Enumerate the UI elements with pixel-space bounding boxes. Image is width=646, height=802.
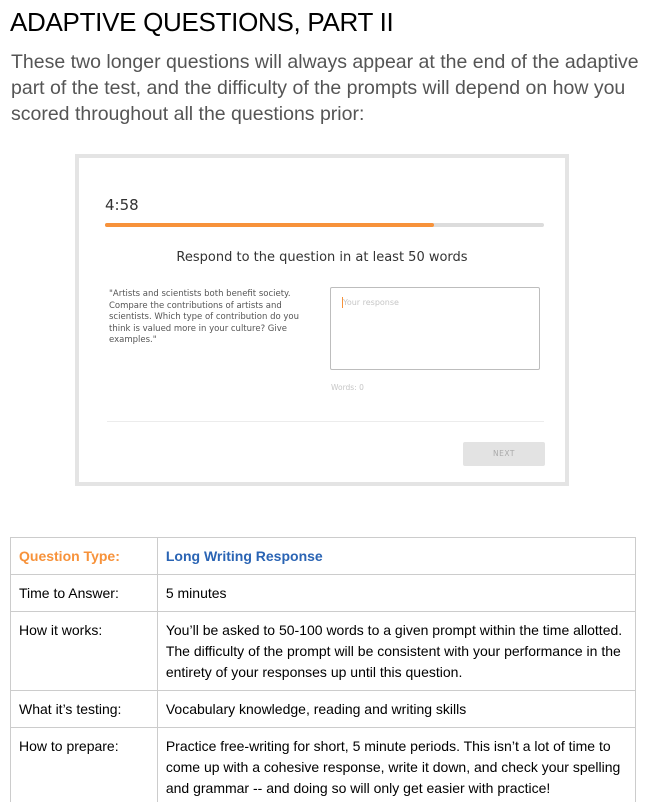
page-title: ADAPTIVE QUESTIONS, PART II — [10, 7, 394, 37]
response-input[interactable] — [330, 287, 540, 370]
question-type-value: Long Writing Response — [165, 548, 323, 564]
table-label: How it works: — [11, 612, 158, 691]
progress-bar — [105, 223, 544, 227]
divider — [107, 421, 544, 422]
timer: 4:58 — [105, 196, 139, 214]
table-value: 5 minutes — [157, 575, 635, 612]
table-label: What it’s testing: — [11, 691, 158, 728]
table-row — [11, 728, 636, 802]
table-value — [157, 538, 635, 575]
table-label: Time to Answer: — [11, 575, 158, 612]
question-prompt: "Artists and scientists both benefit society. Compare the contributions of artists and scientists. Which type of contribution do you think is valued more in your culture? Give examples." — [109, 289, 300, 345]
table-label — [11, 538, 158, 575]
table-row — [11, 575, 636, 612]
test-screenshot — [75, 154, 569, 486]
table-value: Practice free-writing for short, 5 minute periods. This isn’t a lot of time to come up with a cohesive response, write it down, and check your spelling and grammar -- and doing so will only get easier with practice! — [157, 728, 635, 802]
table-value: Vocabulary knowledge, reading and writing skills — [157, 691, 635, 728]
question-info-table — [10, 537, 636, 802]
table-row — [11, 691, 636, 728]
word-count: Words: 0 — [331, 383, 364, 392]
response-placeholder: Your response — [343, 298, 399, 307]
intro-paragraph: These two longer questions will always appear at the end of the adaptive part of the test, and the difficulty of the prompts will depend on how you scored throughout all the questions prior: — [11, 51, 639, 125]
question-instruction: Respond to the question in at least 50 words — [176, 250, 468, 265]
table-row — [11, 612, 636, 691]
table-row — [11, 538, 636, 575]
next-button[interactable]: NEXT — [463, 442, 545, 466]
table-label: How to prepare: — [11, 728, 158, 802]
table-value: You’ll be asked to 50-100 words to a given prompt within the time allotted. The difficulty of the prompt will be consistent with your performance in the entirety of your responses up until this question. — [157, 612, 635, 691]
progress-fill — [105, 223, 434, 227]
question-type-label: Question Type: — [19, 548, 120, 564]
